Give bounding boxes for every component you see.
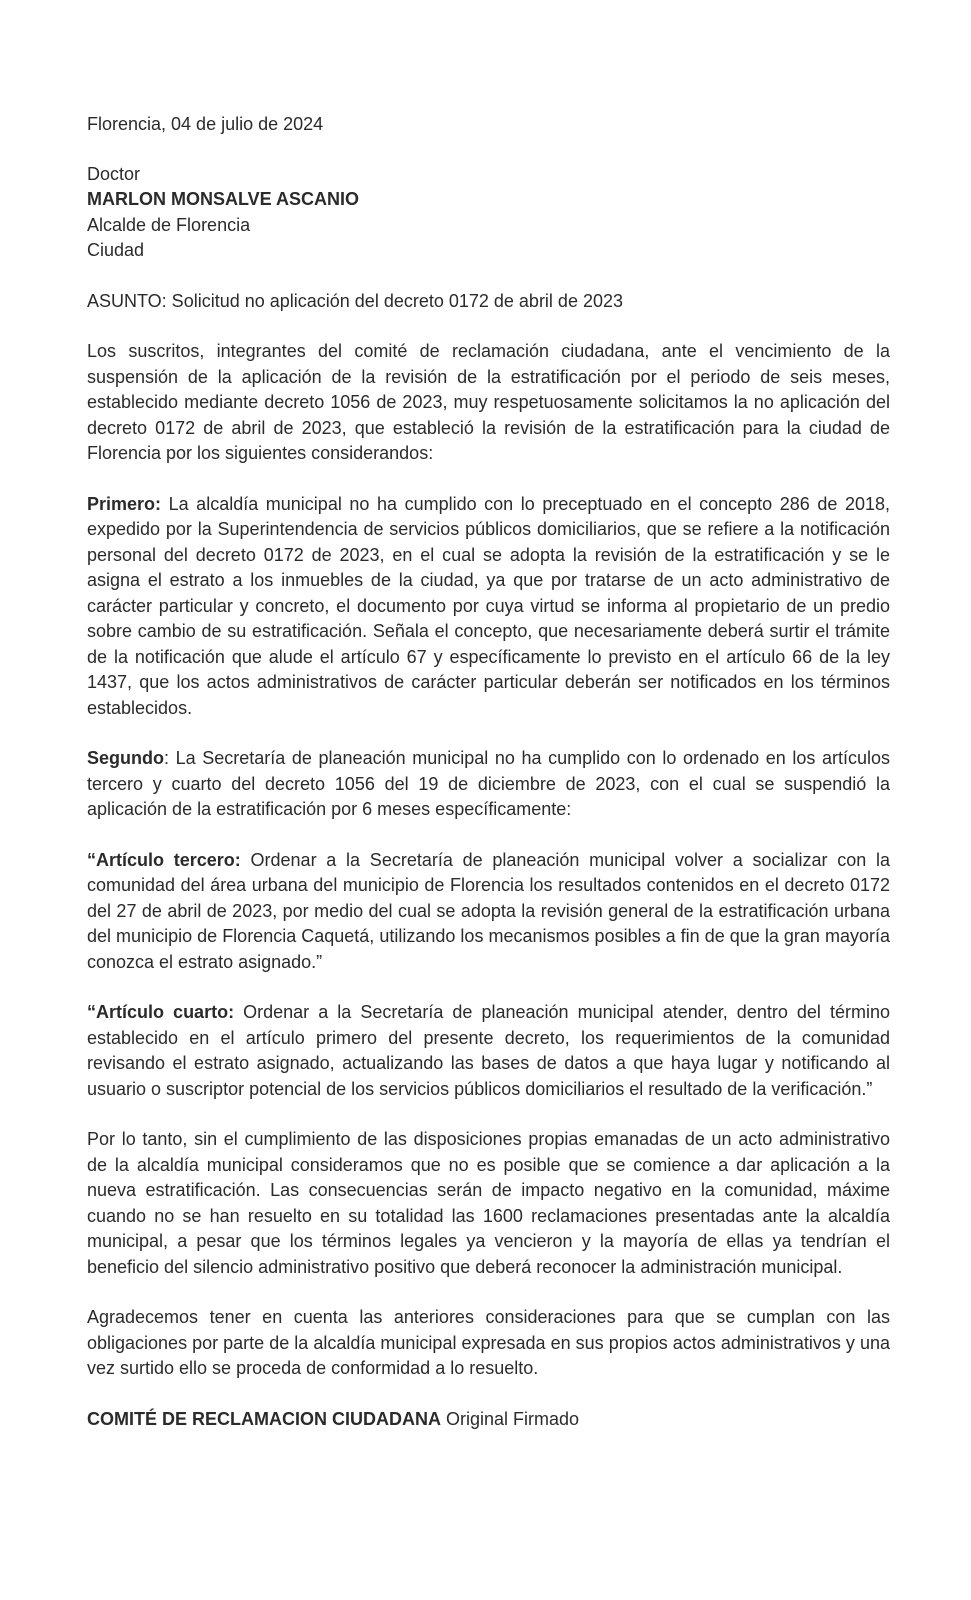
intro-paragraph: Los suscritos, integrantes del comité de reclamación ciudadana, ante el vencimiento de la suspensión de la aplicación de la revisión de la estratificación por el periodo de seis meses, establecido mediante decreto 1056 de 2023, muy respetuosamente solicitamos la no aplicación del decreto 0172 de abril de 2023, que estableció la revisión de la estratificación para la ciudad de Florencia por los siguientes considerandos: [87, 341, 890, 463]
letter-date: Florencia, 04 de julio de 2024 [87, 114, 324, 134]
primero-label: Primero: [87, 493, 162, 514]
signature-committee: COMITÉ DE RECLAMACION CIUDADANA [87, 1408, 441, 1429]
signature-note: Original Firmado [441, 1408, 580, 1429]
articulo-tercero-label: “Artículo tercero: [87, 849, 241, 870]
por-lo-tanto-paragraph: Por lo tanto, sin el cumplimiento de las disposiciones propias emanadas de un acto administrativo de la alcaldía municipal consideramos que no es posible que se comience a dar aplicación a la nueva estratificación. Las consecuencias serán de impacto negativo en la comunidad, máxime cuando no se han resuelto en su totalidad las 1600 reclamaciones presentadas ante la alcaldía municipal, a pesar que los términos legales ya vencieron y la mayoría de ellas ya tendrían el beneficio del silencio administrativo positivo que deberá reconocer la administración municipal. [87, 1129, 890, 1277]
articulo-cuarto-label: “Artículo cuarto: [87, 1002, 235, 1022]
articulo-cuarto-text: Ordenar a la Secretaría de planeación municipal atender, dentro del término establecido en el artículo primero del presente decreto, los requerimientos de la comunidad revisando el estrato asignado, actualizando las bases de datos a que haya lugar y notificando al usuario o suscriptor potencial de los servicios públicos domiciliarios el resultado de la verificación.” [87, 1002, 890, 1099]
recipient-position: Alcalde de Florencia [87, 214, 251, 235]
articulo-cuarto-paragraph [87, 1000, 890, 1102]
segundo-paragraph [87, 746, 890, 823]
primero-text: La alcaldía municipal no ha cumplido con lo preceptuado en el concepto 286 de 2018, expedido por la Superintendencia de servicios públicos domiciliarios, que se refiere a la notificación personal del decreto 0172 de 2023, en el cual se adopta la revisión de la estratificación y se le asigna el estrato a los inmuebles de la ciudad, ya que por tratarse de un acto administrativo de carácter particular y concreto, el documento por cuya virtud se informa al propietario de un predio sobre cambio de su estratificación. Señala el concepto, que necesariamente deberá surtir el trámite de la notificación que alude el artículo 67 y específicamente lo previsto en el artículo 66 de la ley 1437, que los actos administrativos de carácter particular deberán ser notificados en los términos establecidos. [87, 493, 890, 718]
recipient-name: MARLON MONSALVE ASCANIO [87, 189, 359, 209]
agradecemos-paragraph: Agradecemos tener en cuenta las anteriores consideraciones para que se cumplan con las obligaciones por parte de la alcaldía municipal expresada en sus propios actos administrativos y una vez surtido ello se proceda de conformidad a lo resuelto. [87, 1307, 890, 1378]
articulo-tercero-paragraph [87, 848, 890, 976]
segundo-label: Segundo [87, 748, 164, 768]
signature-line [87, 1407, 890, 1433]
letter-body [87, 112, 890, 1432]
letter-subject: ASUNTO: Solicitud no aplicación del decreto 0172 de abril de 2023 [87, 290, 624, 311]
primero-paragraph [87, 492, 890, 722]
recipient-block [87, 162, 890, 264]
recipient-title: Doctor [87, 163, 141, 184]
recipient-city: Ciudad [87, 240, 145, 260]
segundo-text: : La Secretaría de planeación municipal no ha cumplido con lo ordenado en los artículos tercero y cuarto del decreto 1056 del 19 de diciembre de 2023, con el cual se suspendió la aplicación de la estratificación por 6 meses específicamente: [87, 748, 890, 819]
articulo-tercero-text: Ordenar a la Secretaría de planeación municipal volver a socializar con la comunidad del área urbana del municipio de Florencia los resultados contenidos en el decreto 0172 del 27 de abril de 2023, por medio del cual se adopta la revisión general de la estratificación urbana del municipio de Florencia Caquetá, utilizando los mecanismos posibles a fin de que la gran mayoría conozca el estrato asignado.” [87, 849, 891, 972]
